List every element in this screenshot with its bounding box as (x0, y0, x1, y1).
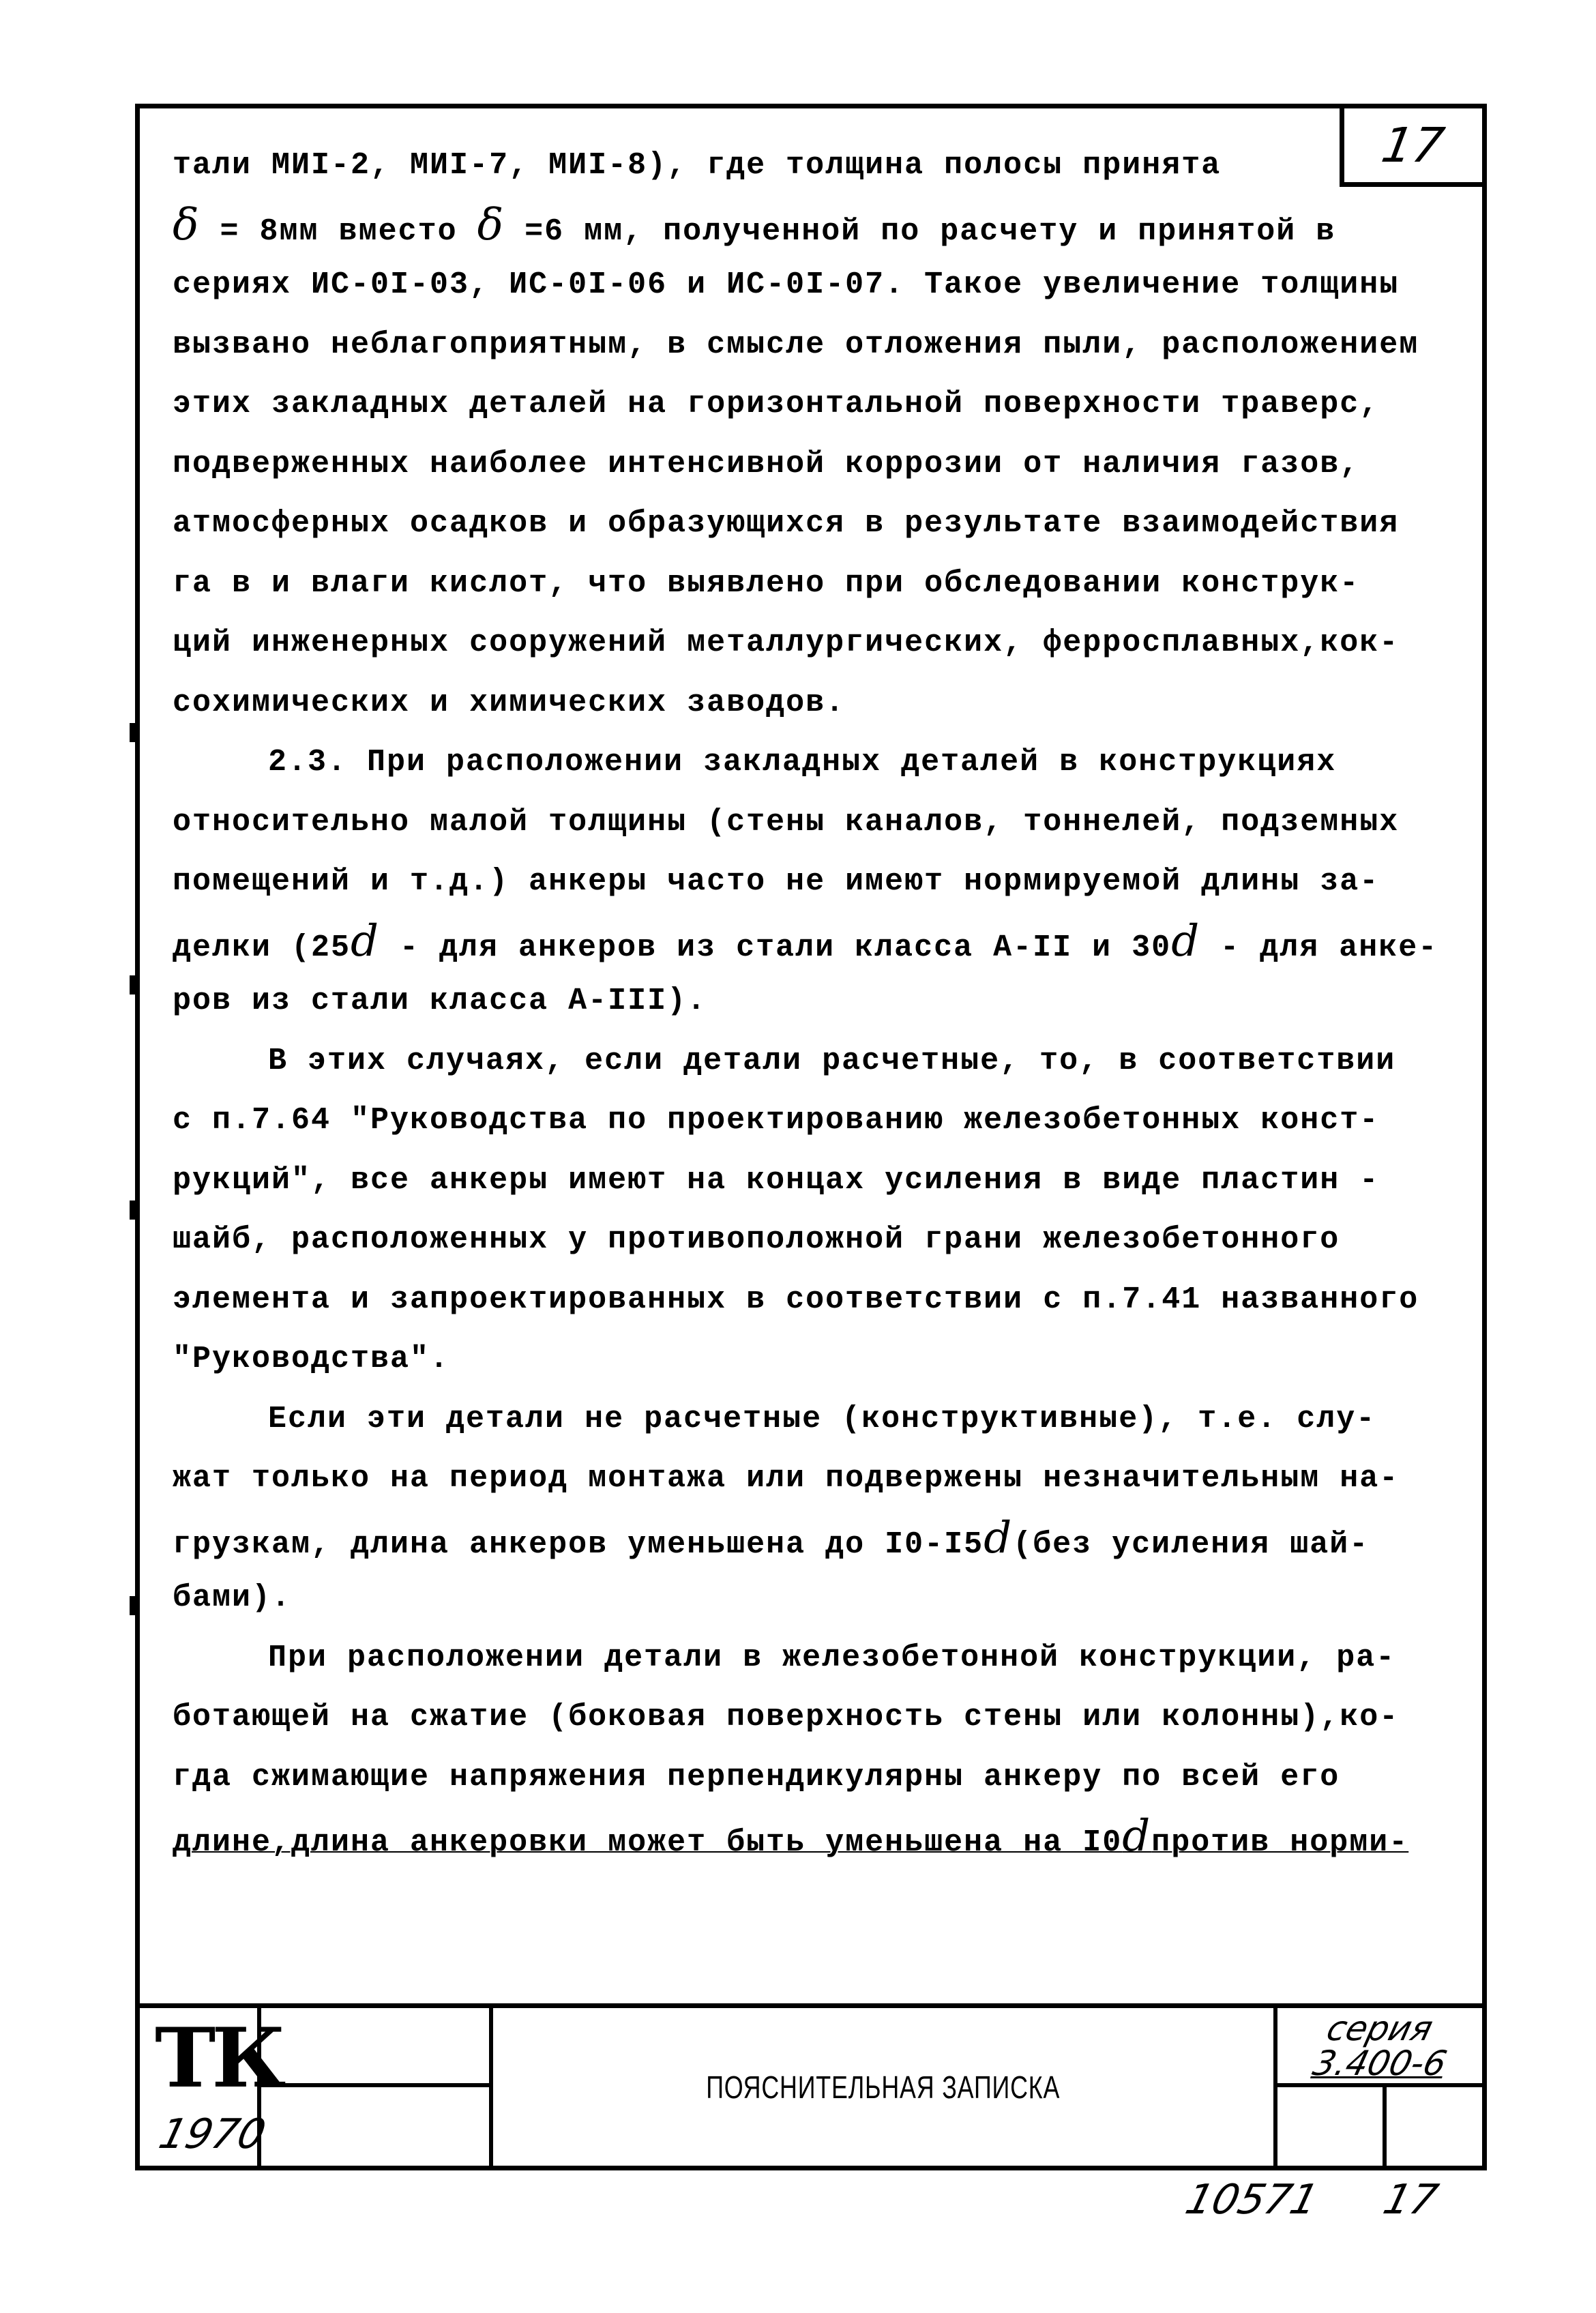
text-line: сериях ИС-0I-03, ИС-0I-06 и ИС-0I-07. Такое увеличение толщины (173, 267, 1400, 302)
series-value: 3.400-6 (1309, 2044, 1451, 2083)
text-line: ров из стали класса А-III). (173, 984, 707, 1018)
text-line: ций инженерных сооружений металлургических, ферросплавных,кок- (173, 625, 1400, 660)
text-line: грузкам, длина анкеров уменьшена до I0-I5d(без усиления шай- (173, 1512, 1370, 1563)
text-line: "Руководства". (173, 1342, 450, 1376)
text-line: δ = 8мм вместо δ =6 мм, полученной по расчету и принятой в (173, 199, 1336, 250)
paragraph-start: При расположении детали в железобетонной конструкции, ра- (268, 1640, 1396, 1675)
inventory-number: 10571 (1181, 2176, 1323, 2224)
text-line: этих закладных деталей на горизонтальной поверхности траверс, (173, 387, 1380, 422)
text-line: жат только на период монтажа или подвержены незначительным на- (173, 1461, 1400, 1496)
series-label: серия (1322, 2009, 1437, 2048)
document-title-cell (493, 2008, 1277, 2166)
text-line: помещений и т.д.) анкеры часто не имеют нормируемой длины за- (173, 864, 1380, 899)
empty-cell (261, 2008, 493, 2087)
text-line: га в и влаги кислот, что выявлено при обследовании конструк- (173, 565, 1360, 601)
section-2-3-start: 2.3. При расположении закладных деталей в конструкциях (268, 745, 1337, 780)
delta-symbol: δ (173, 199, 201, 250)
footer-page-number: 17 (1378, 2176, 1443, 2224)
text-line: длине,длина анкеровки может быть уменьшена на I0dпротив норми- (173, 1811, 1409, 1861)
tk-logo: ТК (155, 2010, 282, 2106)
page-number: 17 (1378, 117, 1449, 173)
text-line: атмосферных осадков и образующихся в результате взаимодействия (173, 506, 1400, 541)
diameter-d-symbol: d (1171, 915, 1201, 967)
tk-logo-cell (140, 2008, 282, 2166)
document-title: ПОЯСНИТЕЛЬНАЯ ЗАПИСКА (706, 2069, 1061, 2105)
delta-symbol: δ (477, 199, 505, 250)
document-frame (135, 104, 1487, 2170)
text-line: ботающей на сжатие (боковая поверхность стены или колонны),ко- (173, 1700, 1400, 1735)
diameter-d-symbol: d (984, 1512, 1014, 1563)
text-line: вызвано неблагоприятным, в смысле отложения пыли, расположением (173, 327, 1419, 362)
text-line: рукций", все анкеры имеют на концах усиления в виде пластин - (173, 1162, 1380, 1198)
series-cell (1277, 2008, 1482, 2087)
text-line: подверженных наиболее интенсивной коррозии от наличия газов, (173, 446, 1360, 482)
text-line: относительно малой толщины (стены каналов, тоннелей, подземных (173, 804, 1400, 840)
diameter-d-symbol: d (1122, 1811, 1152, 1861)
title-block (135, 2003, 1487, 2170)
text-line: гда сжимающие напряжения перпендикулярны анкеру по всей его (173, 1759, 1340, 1795)
text-line: бами). (173, 1580, 292, 1615)
empty-cell (261, 2087, 493, 2166)
text-line: сохимических и химических заводов. (173, 685, 846, 720)
empty-cell (1387, 2087, 1482, 2166)
diameter-d-symbol: d (351, 915, 381, 967)
year: 1970 (154, 2110, 271, 2158)
text-line: делки (25d - для анкеров из стали класса А-II и 30d - для анке- (173, 915, 1438, 967)
paragraph-start: Если эти детали не расчетные (конструктивные), т.е. слу- (268, 1401, 1376, 1437)
empty-cell (1277, 2087, 1387, 2166)
text-line: с п.7.64 "Руководства по проектированию железобетонных конст- (173, 1103, 1380, 1138)
paragraph-start: В этих случаях, если детали расчетные, то, в соответствии (268, 1043, 1396, 1078)
text-line: элемента и запроектированных в соответствии с п.7.41 названного (173, 1282, 1419, 1317)
text-line: шайб, расположенных у противоположной грани железобетонного (173, 1222, 1340, 1257)
explanatory-note-body (173, 136, 1455, 1867)
text-line: тали МИI-2, МИI-7, МИI-8), где толщина полосы принята (173, 148, 1222, 183)
